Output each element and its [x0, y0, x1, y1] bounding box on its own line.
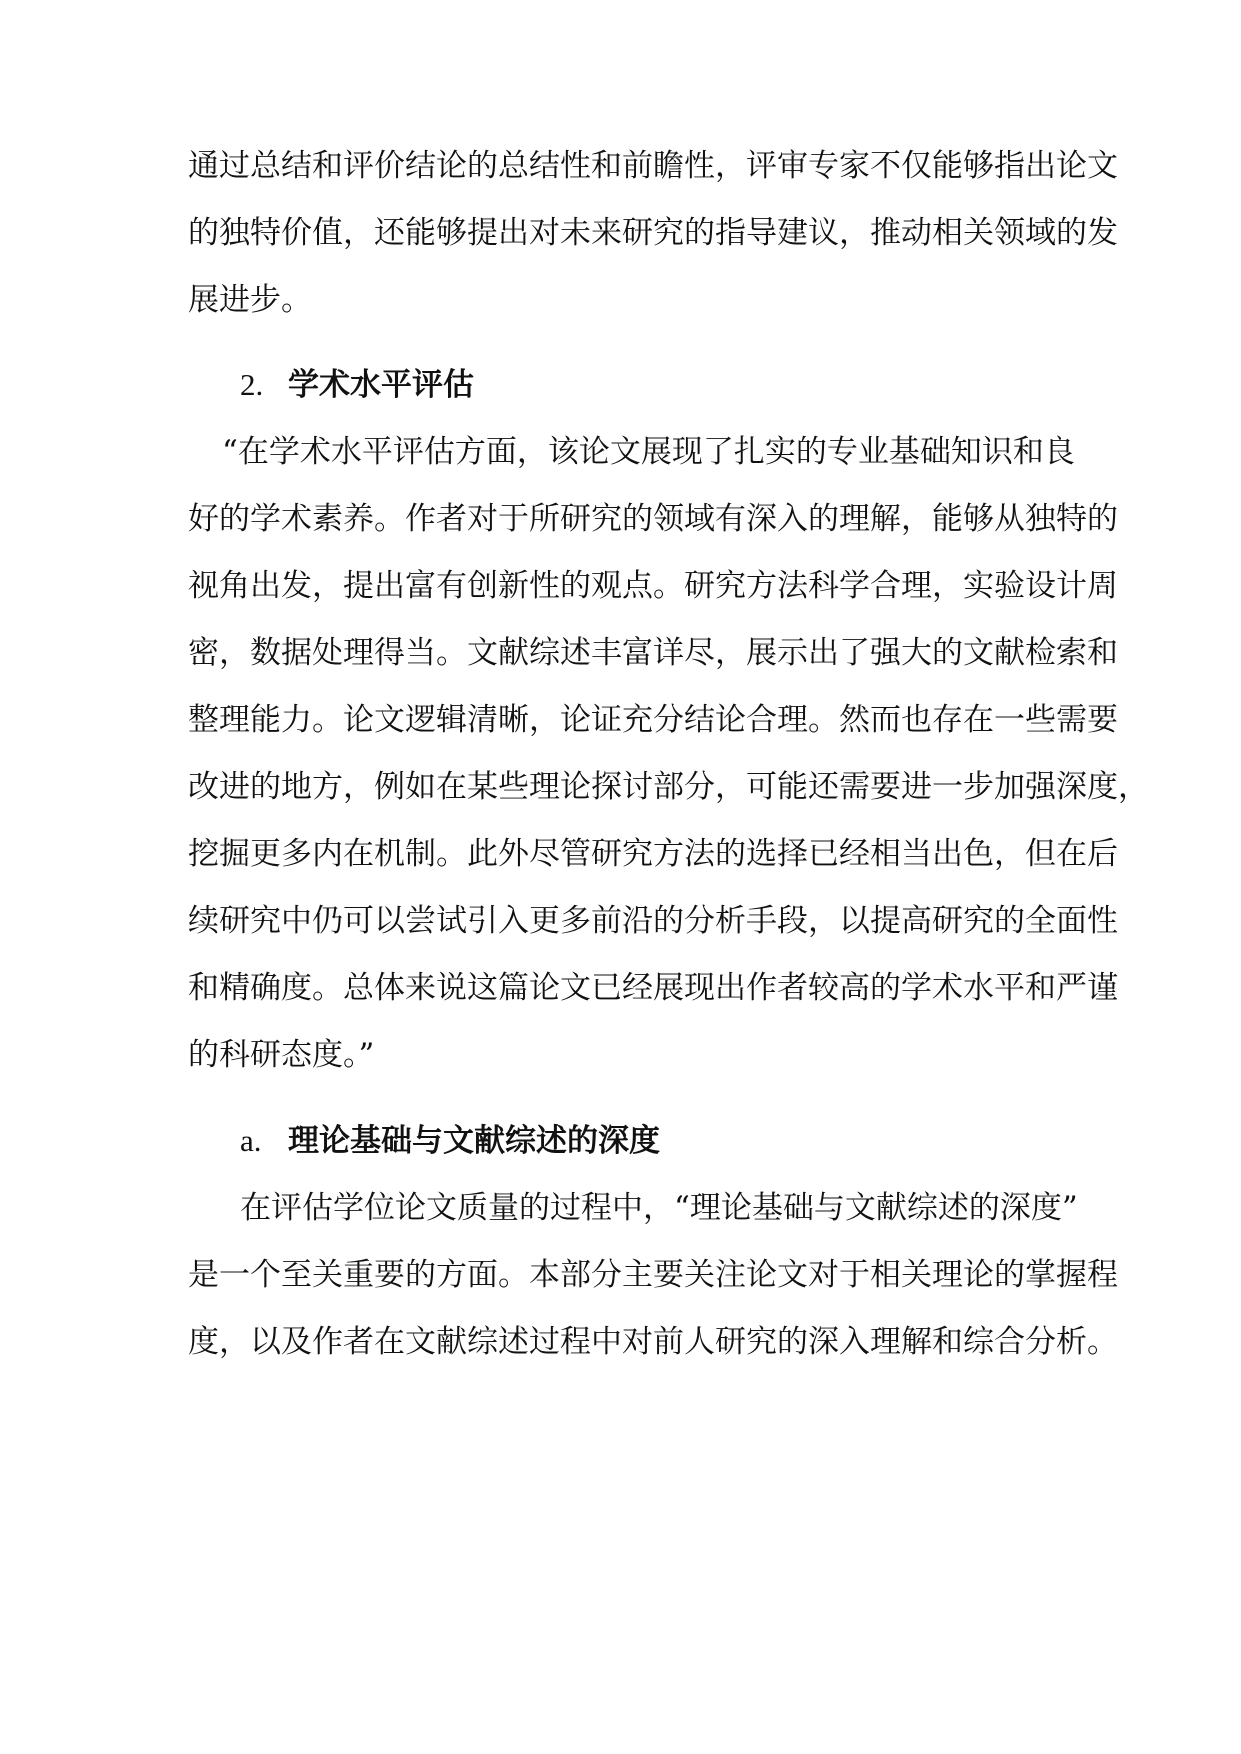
- intro-line-3: 展进步。: [188, 282, 312, 318]
- section-2-line-7: 挖掘更多内在机制。此外尽管研究方法的选择已经相当出色，但在后: [188, 836, 1118, 872]
- section-a-heading: [240, 1121, 660, 1161]
- intro-line-2: 的独特价值，还能够提出对未来研究的指导建议，推动相关领域的发: [188, 215, 1118, 251]
- section-a-line-1: 在评估学位论文质量的过程中，“理论基础与文献综述的深度”: [240, 1190, 1078, 1226]
- section-a-line-2: 是一个至关重要的方面。本部分主要关注论文对于相关理论的掌握程: [188, 1257, 1118, 1293]
- section-2-heading: [240, 365, 474, 405]
- section-2-line-6: 改进的地方，例如在某些理论探讨部分，可能还需要进一步加强深度，: [188, 769, 1149, 805]
- section-a-title: 理论基础与文献综述的深度: [288, 1123, 660, 1159]
- section-2-line-10: 的科研态度。”: [188, 1037, 375, 1073]
- section-a-number: a.: [240, 1123, 262, 1158]
- section-2-line-3: 视角出发，提出富有创新性的观点。研究方法科学合理，实验设计周: [188, 568, 1118, 604]
- section-2-line-1: “在学术水平评估方面，该论文展现了扎实的专业基础知识和良: [222, 434, 1075, 470]
- section-2-line-8: 续研究中仍可以尝试引入更多前沿的分析手段，以提高研究的全面性: [188, 903, 1118, 939]
- section-2-line-5: 整理能力。论文逻辑清晰，论证充分结论合理。然而也存在一些需要: [188, 702, 1118, 738]
- intro-line-1: 通过总结和评价结论的总结性和前瞻性，评审专家不仅能够指出论文: [188, 148, 1118, 184]
- section-2-number: 2.: [240, 367, 264, 402]
- section-a-line-3: 度，以及作者在文献综述过程中对前人研究的深入理解和综合分析。: [188, 1324, 1118, 1360]
- section-2-line-2: 好的学术素养。作者对于所研究的领域有深入的理解，能够从独特的: [188, 501, 1118, 537]
- section-2-line-4: 密，数据处理得当。文献综述丰富详尽，展示出了强大的文献检索和: [188, 635, 1118, 671]
- section-2-line-9: 和精确度。总体来说这篇论文已经展现出作者较高的学术水平和严谨: [188, 970, 1118, 1006]
- section-2-title: 学术水平评估: [288, 367, 474, 403]
